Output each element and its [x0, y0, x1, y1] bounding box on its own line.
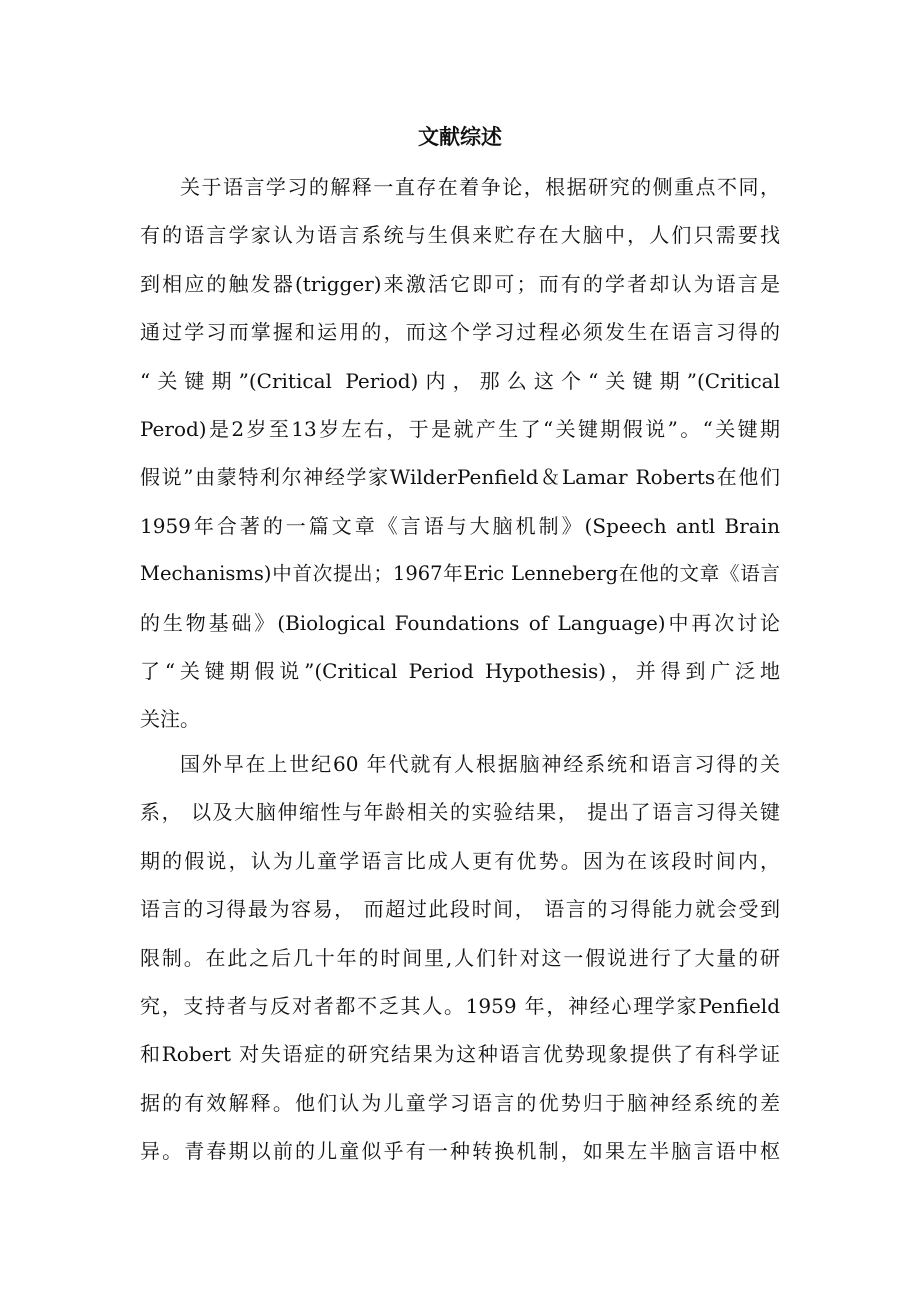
- text-line: 的生物基础》(Biological Foundations of Language)中再次讨论: [140, 610, 780, 635]
- text-line: “关键期”(Critical Period)内，那么这个“关键期”(Critical: [140, 368, 780, 393]
- text-line: 据的有效解释。他们认为儿童学习语言的优势归于脑神经系统的差: [140, 1090, 780, 1115]
- text-line: 系， 以及大脑伸缩性与年龄相关的实验结果， 提出了语言习得关键: [140, 800, 780, 825]
- text-line: Mechanisms)中首次提出；1967年Eric Lenneberg在他的文章《语言: [140, 562, 780, 586]
- paragraph-1: [140, 163, 780, 744]
- text-line: 1959年合著的一篇文章《言语与大脑机制》(Speech antl Brain: [140, 513, 780, 538]
- text-line: 语言的习得最为容易， 而超过此段时间， 语言的习得能力就会受到: [140, 897, 780, 922]
- text-line: 异。青春期以前的儿童似乎有一种转换机制，如果左半脑言语中枢: [140, 1139, 780, 1164]
- text-line: 到相应的触发器(trigger)来激活它即可；而有的学者却认为语言是: [140, 271, 780, 296]
- text-line: 关注。: [140, 707, 200, 732]
- text-line: 假说”由蒙特利尔神经学家WilderPenfield＆Lamar Roberts在他们: [140, 465, 780, 490]
- text-line: 期的假说，认为儿童学语言比成人更有优势。因为在该段时间内，: [140, 848, 780, 873]
- text-line: 究，支持者与反对者都不乏其人。1959 年，神经心理学家Penfield: [140, 993, 780, 1018]
- text-line: 通过学习而掌握和运用的，而这个学习过程必须发生在语言习得的: [140, 320, 780, 345]
- text-line: 了“关键期假说”(Critical Period Hypothesis)，并得到广泛地: [140, 658, 780, 683]
- text-line: 国外早在上世纪60 年代就有人根据脑神经系统和语言习得的关: [180, 752, 780, 776]
- text-line: 关于语言学习的解释一直存在着争论，根据研究的侧重点不同，: [180, 175, 780, 199]
- text-line: 和Robert 对失语症的研究结果为这种语言优势现象提供了有科学证: [140, 1042, 780, 1067]
- text-line: 有的语言学家认为语言系统与生俱来贮存在大脑中，人们只需要找: [140, 223, 780, 248]
- text-line: 限制。在此之后几十年的时间里,人们针对这一假说进行了大量的研: [140, 945, 780, 970]
- paragraph-2: [140, 740, 780, 1176]
- text-line: Perod)是2岁至13岁左右，于是就产生了“关键期假说”。“关键期: [140, 416, 780, 441]
- document-title: 文献综述: [418, 124, 502, 149]
